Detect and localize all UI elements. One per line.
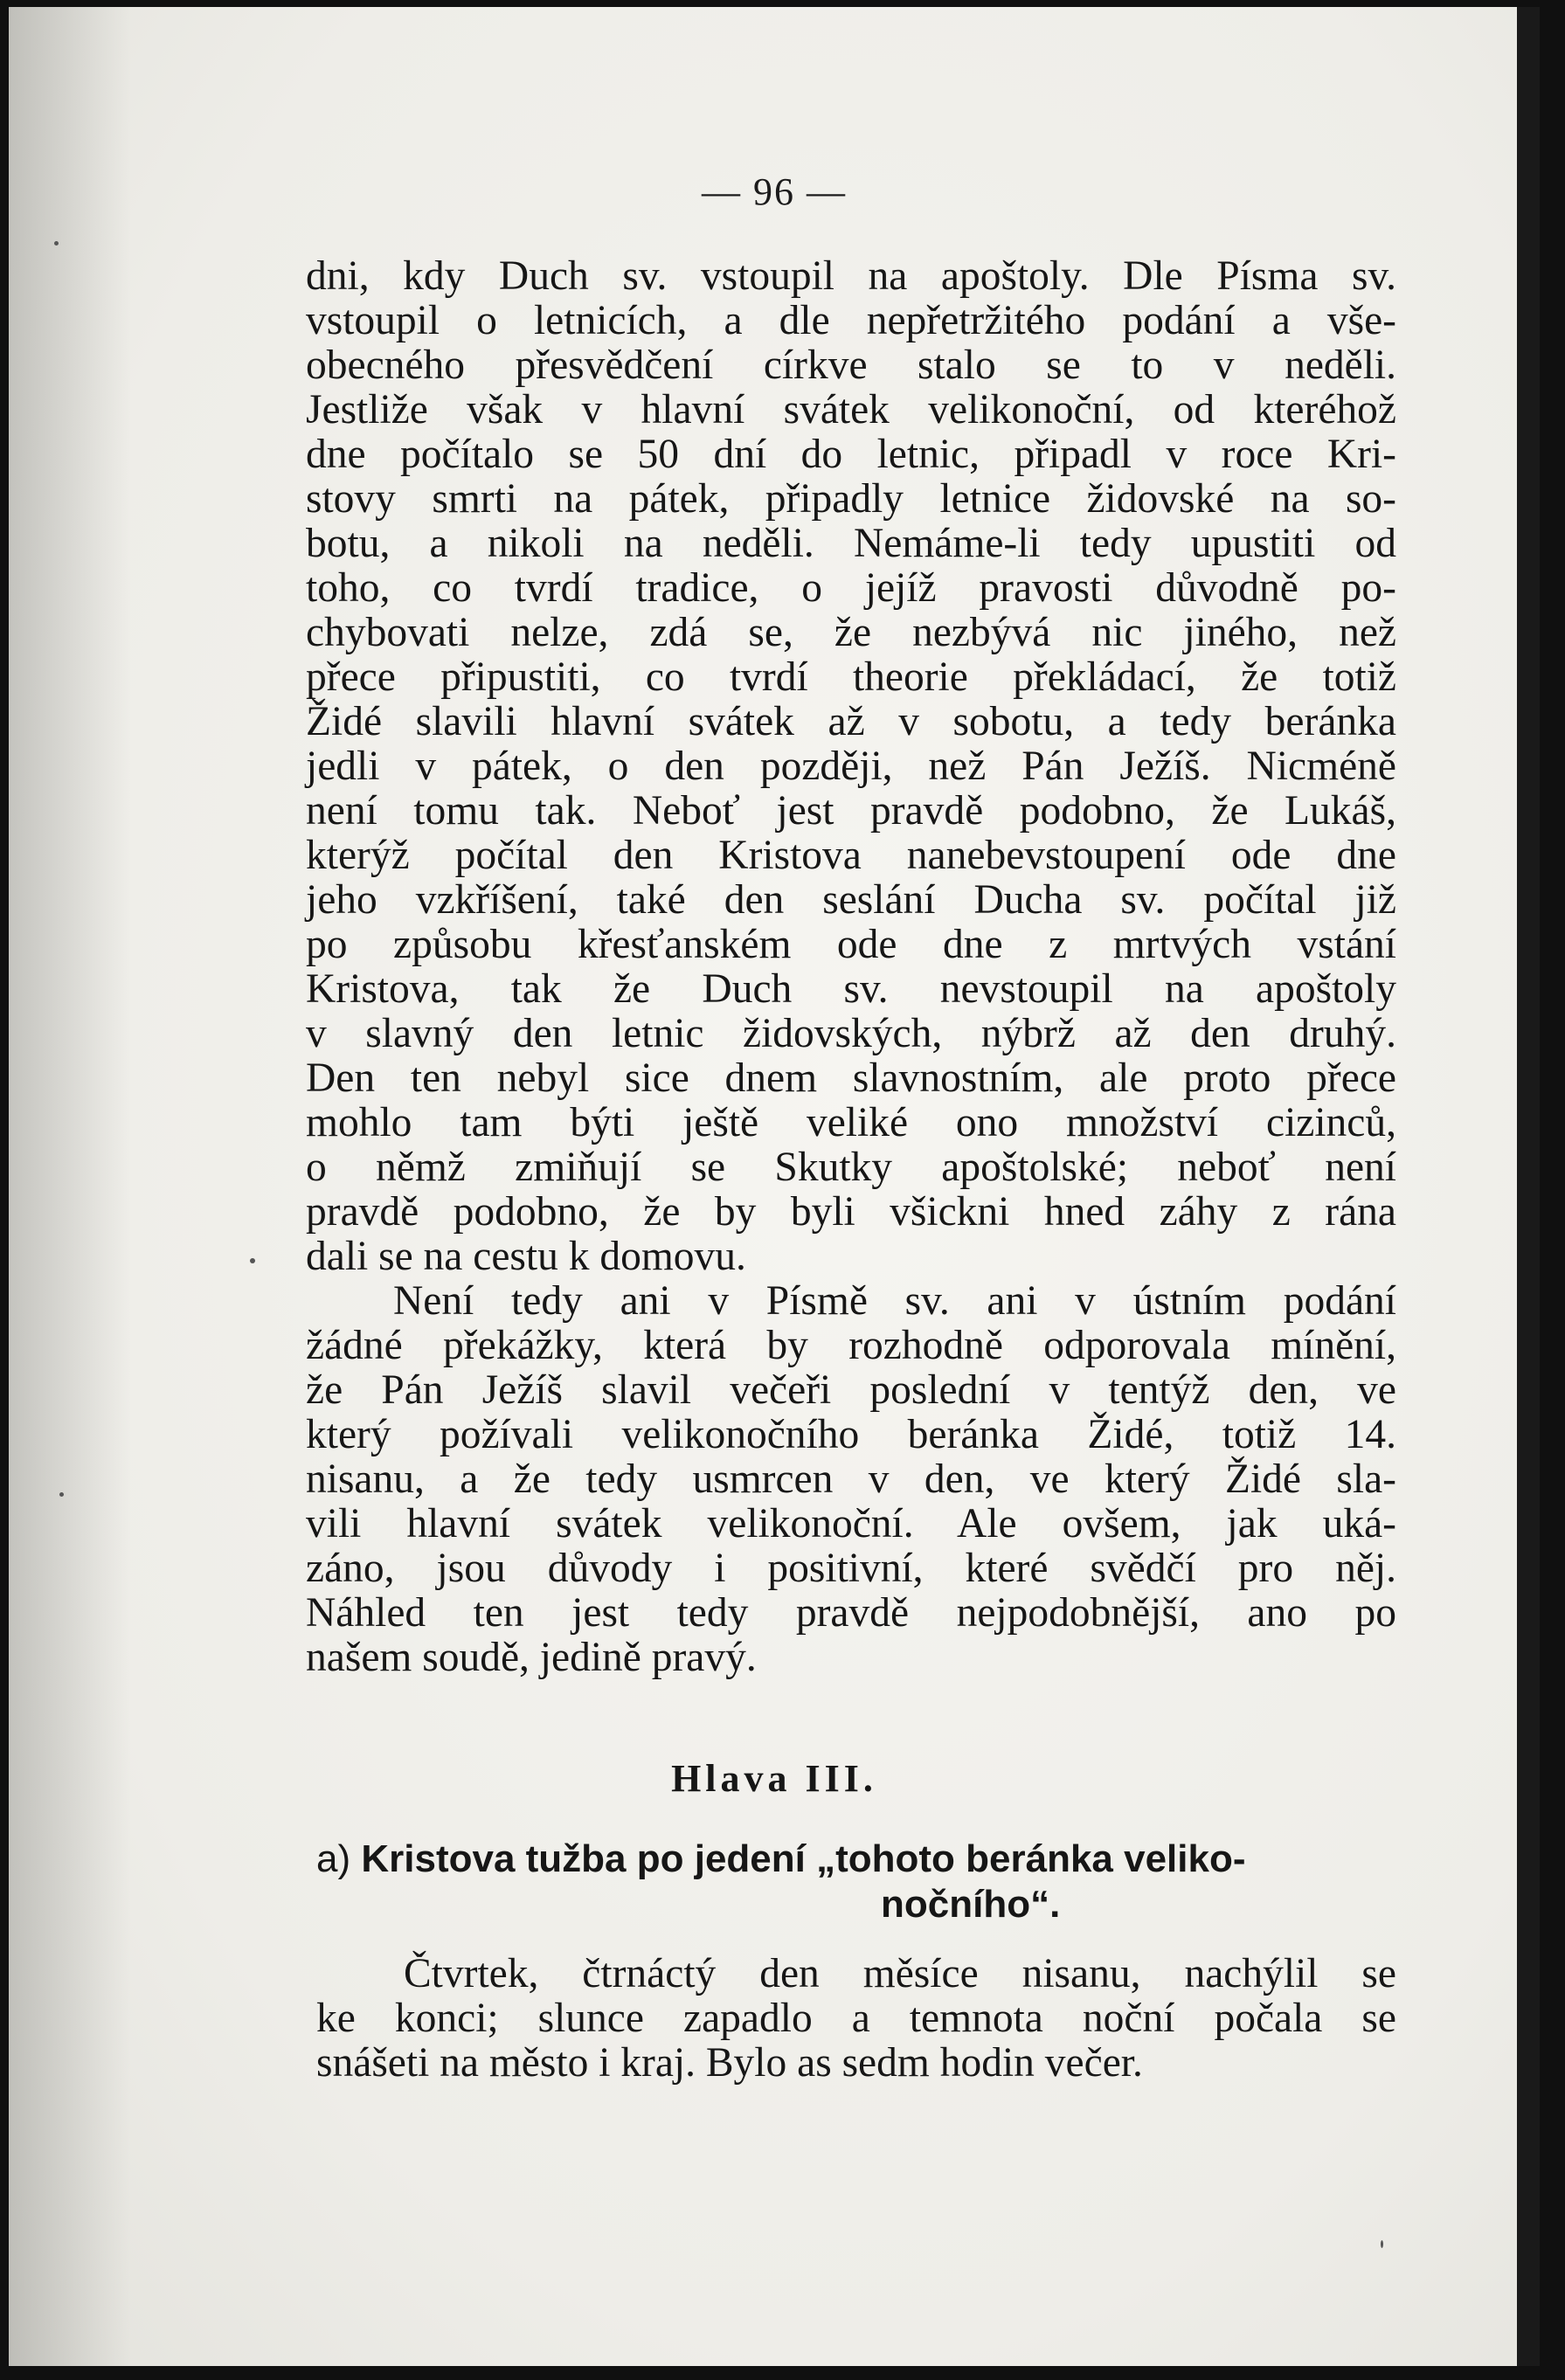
text-line: dne počítalo se 50 dní do letnic, připadl v roce Kri- [306,432,1396,477]
text-line: obecného přesvědčení církve stalo se to v neděli. [306,342,1396,388]
paper-speck [54,241,59,246]
text-line: toho, co tvrdí tradice, o jejíž pravosti důvodně po- [306,565,1396,611]
paragraph-3 [316,1952,1396,2086]
section-text [316,1952,1396,2086]
text-line: ke konci; slunce zapadlo a temnota noční počala se [316,1996,1396,2041]
text-line: vstoupil o letnicích, a dle nepřetržitého podání a vše- [306,298,1396,343]
paper-speck [250,1258,255,1263]
text-line: dali se na cestu k domovu. [306,1234,746,1279]
text-line: že Pán Ježíš slavil večeři poslední v tentýž den, ve [306,1367,1396,1413]
text-line: chybovati nelze, zdá se, že nezbývá nic jiného, než [306,610,1396,655]
text-line: Den ten nebyl sice dnem slavnostním, ale proto přece [306,1055,1396,1101]
body-text [306,254,1396,1680]
text-line: Náhled ten jest tedy pravdě nejpodobnější, ano po [306,1590,1396,1636]
text-line: pravdě podobno, že by byli všickni hned záhy z rána [306,1189,1396,1235]
text-line: Židé slavili hlavní svátek až v sobotu, a tedy beránka [306,699,1396,744]
paragraph-2 [306,1279,1396,1680]
text-line: dni, kdy Duch sv. vstoupil na apoštoly. Dle Písma sv. [306,253,1396,299]
text-line: vili hlavní svátek velikonoční. Ale ovšem, jak uká- [306,1501,1396,1546]
text-line: není tomu tak. Neboť jest pravdě podobno, že Lukáš, [306,788,1396,834]
section-heading-line-2: nočního“. [881,1883,1061,1926]
text-line: přece připustiti, co tvrdí theorie překládací, že totiž [306,654,1396,700]
page-number: — 96 — [702,170,847,213]
text-line: snášeti na město i kraj. Bylo as sedm hodin večer. [316,2040,1143,2086]
text-line: botu, a nikoli na neděli. Nemáme-li tedy upustiti od [306,521,1396,566]
text-line: který požívali velikonočního beránka Židé, totiž 14. [306,1412,1396,1457]
text-line: po způsobu křesťanském ode dne z mrtvých vstání [306,922,1396,967]
text-line: Čtvrtek, čtrnáctý den měsíce nisanu, nachýlil se [404,1951,1396,1996]
paragraph-1 [306,254,1396,1279]
text-line: našem soudě, jedině pravý. [306,1635,757,1680]
section-heading-label: a) [316,1837,351,1880]
page-edge-shadow [1517,7,1540,2366]
text-line: Jestliže však v hlavní svátek velikonoční, od kteréhož [306,387,1396,432]
text-line: žádné překážky, která by rozhodně odporovala mínění, [306,1323,1396,1368]
chapter-title: Hlava III. [671,1757,877,1800]
text-line: o němž zmiňují se Skutky apoštolské; neboť není [306,1145,1396,1190]
text-line: jeho vzkříšení, také den seslání Ducha sv. počítal již [306,877,1396,923]
text-line: nisanu, a že tedy usmrcen v den, ve který Židé sla- [306,1456,1396,1502]
section-heading-line-1: Kristova tužba po jedení „tohoto beránka veliko- [361,1837,1246,1880]
paper-speck [1381,2240,1383,2248]
text-line: mohlo tam býti ještě veliké ono množství cizinců, [306,1100,1396,1145]
book-page [9,7,1540,2366]
text-line: v slavný den letnic židovských, nýbrž až den druhý. [306,1011,1396,1056]
text-line: Není tedy ani v Písmě sv. ani v ústním podání [393,1278,1396,1324]
text-line: stovy smrti na pátek, připadly letnice židovské na so- [306,476,1396,522]
paper-speck [59,1492,64,1497]
section-heading [316,1837,1400,1927]
text-line: Kristova, tak že Duch sv. nevstoupil na apoštoly [306,966,1396,1012]
text-line: záno, jsou důvody i positivní, které svědčí pro něj. [306,1546,1396,1591]
text-line: kterýž počítal den Kristova nanebevstoupení ode dne [306,833,1396,878]
text-line: jedli v pátek, o den později, než Pán Ježíš. Nicméně [306,744,1396,789]
